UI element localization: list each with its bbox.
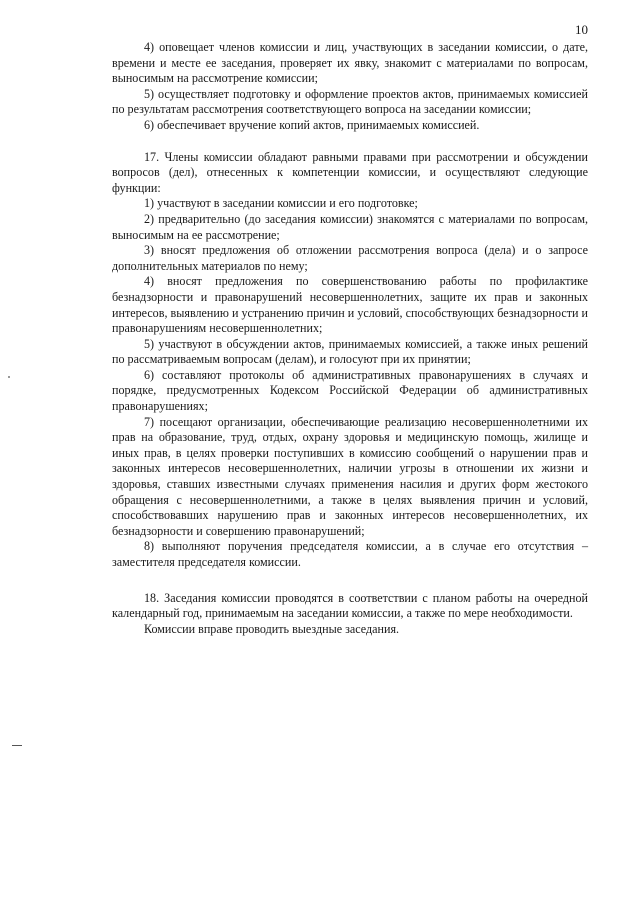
list-item: 6) составляют протоколы об административных правонарушениях в случаях и порядке, предусмотренных Кодексом Российской Федерации об административных правонарушениях;	[112, 367, 588, 414]
list-item: 5) осуществляет подготовку и оформление проектов актов, принимаемых комиссией по результатам рассмотрения соответствующего вопроса на заседании комиссии;	[112, 86, 588, 117]
clause-18-intro: 18. Заседания комиссии проводятся в соответствии с планом работы на очередной календарный год, принимаемым на заседании комиссии, а также по мере необходимости.	[112, 590, 588, 621]
list-item: 6) обеспечивает вручение копий актов, принимаемых комиссией.	[144, 117, 480, 132]
list-item: 4) оповещает членов комиссии и лиц, участвующих в заседании комиссии, о дате, времени и месте ее заседания, проверяет их явку, знакомит с материалами по вопросам, выносимым на рассмотрение комиссии;	[112, 40, 588, 86]
clause-18-note: Комиссии вправе проводить выездные заседания.	[144, 621, 400, 636]
list-item: 1) участвуют в заседании комиссии и его подготовке;	[144, 196, 418, 211]
list-item: 4) вносят предложения по совершенствованию работы по профилактике безнадзорности и правонарушений несовершеннолетних, защите их прав и законных интересов, выявлению и устранению причин и условий, способствующих безнадзорности и правонарушениям несовершеннолетних;	[112, 274, 588, 336]
document-body	[112, 40, 588, 637]
list-item: 3) вносят предложения об отложении рассмотрения вопроса (дела) и о запросе дополнительных материалов по нему;	[112, 243, 588, 273]
list-item: 2) предварительно (до заседания комиссии) знакомятся с материалами по вопросам, выносимым на ее рассмотрение;	[112, 211, 588, 242]
scan-artifact-dash	[12, 745, 22, 746]
list-item: 5) участвуют в обсуждении актов, принимаемых комиссией, а также иных решений по рассматриваемым вопросам (делам), и голосуют при их принятии;	[112, 336, 588, 367]
clause-17-intro: 17. Члены комиссии обладают равными правами при рассмотрении и обсуждении вопросов (дел), отнесенных к компетенции комиссии, и осуществляют следующие функции:	[112, 149, 588, 195]
list-item: 7) посещают организации, обеспечивающие реализацию несовершеннолетними их прав на образование, труд, отдых, охрану здоровья и медицинскую помощь, жилище и иных прав, в целях проверки поступивших в комиссию сообщений о нарушении прав и законных интересов несовершеннолетних, наличии угрозы в отношении их жизни и здоровья, ставших известными случаях применения насилия и других форм жестокого обращения с несовершеннолетними, а также в целях выявления причин и условий, способствовавших нарушению прав и законных интересов несовершеннолетних, их безнадзорности и совершению правонарушений;	[112, 414, 588, 538]
list-item: 8) выполняют поручения председателя комиссии, а в случае его отсутствия – заместителя председателя комиссии.	[112, 539, 588, 569]
page-number: 10	[575, 22, 588, 37]
scan-artifact-dot	[8, 376, 10, 378]
